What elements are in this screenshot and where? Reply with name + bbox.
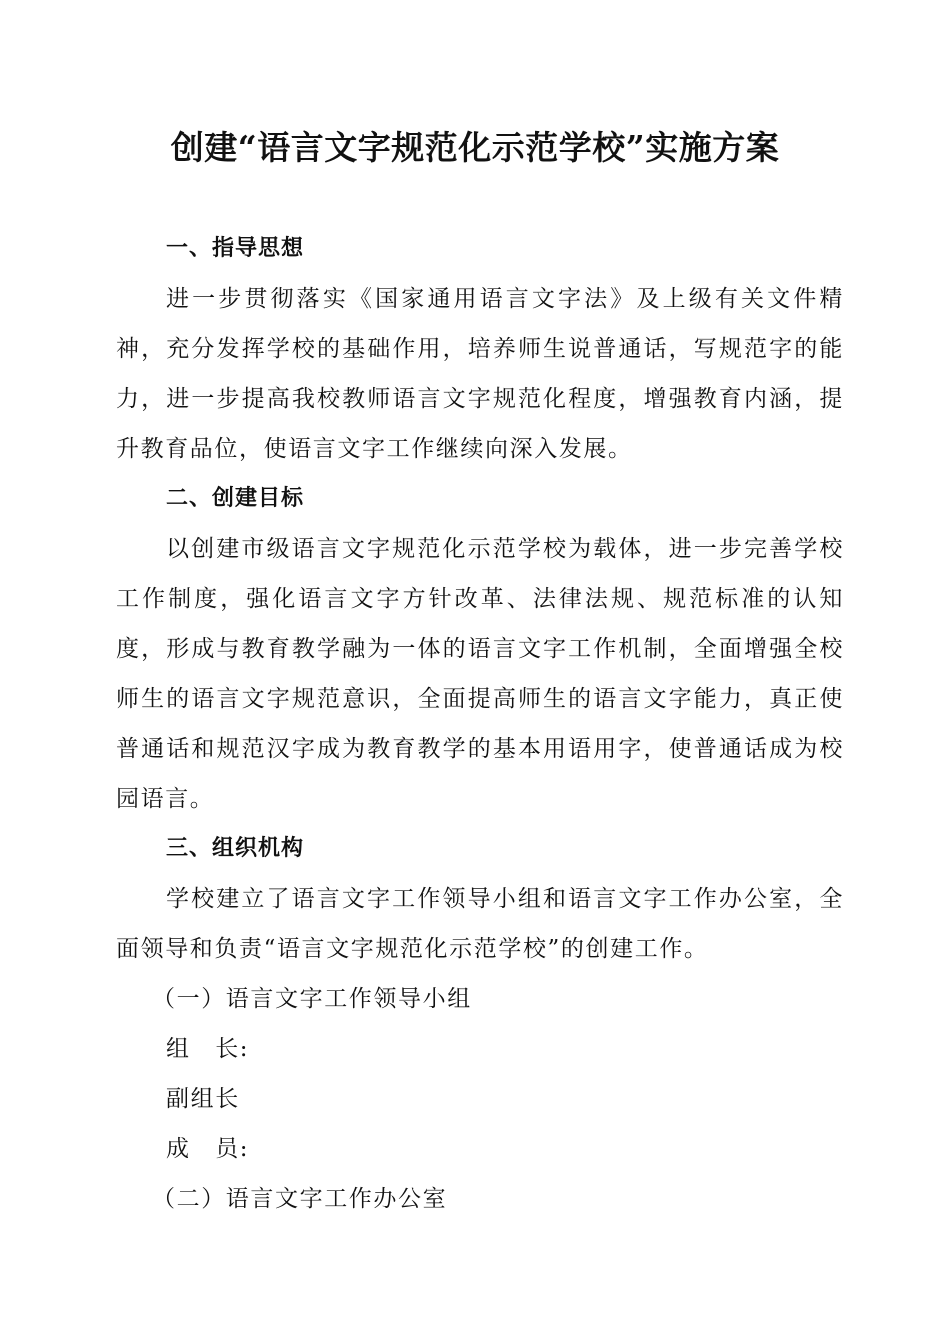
subsection-heading-office: （二）语言文字工作办公室 — [152, 1186, 448, 1212]
section-heading-guiding-ideology: 一、指导思想 — [166, 236, 305, 261]
members-label: 成 员: — [166, 1136, 250, 1162]
section-paragraph-goals — [116, 524, 844, 824]
section-heading-organization: 三、组织机构 — [166, 836, 305, 861]
section-heading-goals: 二、创建目标 — [166, 486, 305, 511]
subsection-heading-leading-group: （一）语言文字工作领导小组 — [152, 986, 472, 1012]
document-title: 创建“语言文字规范化示范学校”实施方案 — [170, 128, 780, 167]
leader-label: 组 长: — [166, 1036, 250, 1062]
paragraph-text: 以创建市级语言文字规范化示范学校为载体，进一步完善学校工作制度，强化语言文字方针改革、法律法规、规范标准的认知度，形成与教育教学融为一体的语言文字工作机制，全面增强全校师生的语言文字规范意识，全面提高师生的语言文字能力，真正使普通话和规范汉字成为教育教学的基本用语用字，使普通话成为校园语言。 — [116, 536, 844, 812]
paragraph-text: 学校建立了语言文字工作领导小组和语言文字工作办公室，全面领导和负责“语言文字规范化示范学校”的创建工作。 — [116, 886, 844, 962]
deputy-leader-label: 副组长 — [166, 1086, 240, 1112]
section-paragraph-guiding-ideology — [116, 274, 844, 474]
section-paragraph-organization — [116, 874, 844, 974]
paragraph-text: 进一步贯彻落实《国家通用语言文字法》及上级有关文件精神，充分发挥学校的基础作用，培养师生说普通话，写规范字的能力，进一步提高我校教师语言文字规范化程度，增强教育内涵，提升教育品位，使语言文字工作继续向深入发展。 — [116, 286, 844, 462]
